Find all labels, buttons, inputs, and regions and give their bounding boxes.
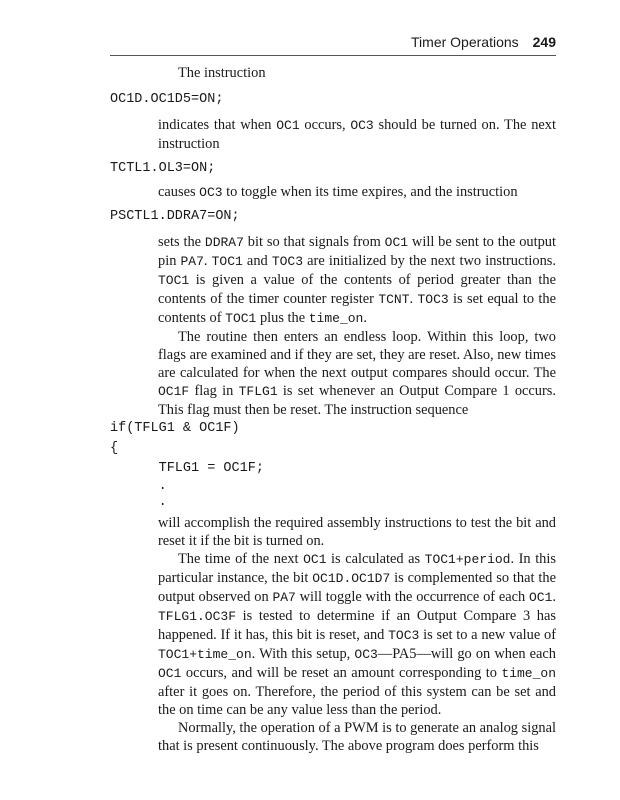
running-header	[110, 33, 556, 56]
inline-code: TOC3	[388, 628, 420, 643]
text-run: —PA5—will go on when each	[377, 646, 556, 662]
text-run: is set to a new value of	[419, 627, 556, 643]
text-run: .	[203, 253, 212, 269]
code-line-psctl1: PSCTL1.DDRA7=ON;	[110, 209, 240, 224]
inline-code: time_on	[308, 311, 364, 326]
section-title: Timer Operations	[411, 34, 519, 50]
inline-code: DDRA7	[204, 235, 244, 250]
inline-code: TOC1	[158, 273, 190, 288]
text-run: should be turned on. The next instruction	[158, 117, 556, 152]
inline-code: TFLG1.OC3F	[158, 609, 237, 624]
code-line: .	[110, 495, 167, 510]
text-run: .	[363, 310, 367, 326]
inline-code: OC3	[354, 647, 378, 662]
inline-code: OC1	[303, 552, 327, 567]
inline-code: PA7	[272, 590, 296, 605]
inline-code: OC1	[528, 590, 553, 605]
text-run: occurs, and will be reset an amount corresponding to	[181, 665, 502, 681]
text-run: will be sent to the output pin	[158, 234, 556, 269]
text-run: is calculated as	[326, 551, 425, 567]
text-run: is set equal to the contents of	[158, 291, 556, 326]
text-run: . In this particular instance, the bit	[158, 551, 556, 586]
text-run: The routine then enters an endless loop. Within this loop, two flags are examined and if they are set, they are reset. Also, new times are calculated for when the next output compares should occur. The	[158, 329, 556, 381]
text-run: are initialized by the next two instructions.	[303, 253, 556, 269]
text-run: The time of the next	[178, 551, 304, 567]
inline-code: TOC3	[271, 254, 304, 269]
text-run: after it goes on. Therefore, the period of this system can be set and the on time can be any value less than the period.	[158, 684, 556, 718]
text-run: .	[409, 291, 418, 307]
code-line: {	[110, 441, 119, 456]
paragraph	[158, 183, 556, 202]
paragraph	[158, 116, 556, 153]
paragraph	[158, 514, 556, 755]
code-line: TFLG1 = OC1F;	[110, 461, 264, 476]
text-run: and	[242, 253, 272, 269]
text-run: occurs,	[299, 117, 351, 133]
text-run: is complemented so that the output observed on	[158, 570, 556, 605]
paragraph	[158, 233, 556, 419]
inline-code: OC1	[158, 666, 182, 681]
inline-code: OC1	[276, 118, 300, 133]
text-run: . With this setup,	[251, 646, 355, 662]
text-run: indicates that when	[158, 117, 277, 133]
text-run: flag in	[189, 383, 239, 399]
inline-code: OC1	[384, 235, 409, 250]
text-run: bit so that signals from	[243, 234, 385, 250]
code-line: .	[110, 479, 167, 494]
inline-code: TOC1+period	[424, 552, 511, 567]
text-run: will toggle with the occurrence of each	[295, 589, 529, 605]
text-run: to toggle when its time expires, and the instruction	[222, 184, 518, 200]
inline-code: TOC1	[225, 311, 257, 326]
inline-code: time_on	[501, 666, 556, 681]
inline-code: PA7	[180, 254, 204, 269]
inline-code: TOC1	[211, 254, 243, 269]
inline-code: OC1F	[158, 384, 190, 399]
inline-code: TOC1+time_on	[158, 647, 252, 662]
text-run: Normally, the operation of a PWM is to generate an analog signal that is present continuously. The above program does perform this	[158, 720, 556, 754]
inline-code: TFLG1	[238, 384, 278, 399]
inline-code: OC3	[199, 185, 223, 200]
text-run: .	[552, 589, 556, 605]
text-run: is given a value of the contents of period greater than the contents of the timer counter register	[158, 272, 556, 307]
page-number: 249	[532, 34, 556, 50]
text-run: is tested to determine if an Output Compare 3 has happened. If it has, this bit is reset, and	[158, 608, 556, 643]
text-run: is set whenever an Output Compare 1 occurs. This flag must then be reset. The instruction sequence	[158, 383, 556, 418]
text-run: plus the	[256, 310, 309, 326]
inline-code: TCNT	[378, 292, 410, 307]
text-run: will accomplish the required assembly instructions to test the bit and reset it if the bit is turned on.	[158, 515, 556, 549]
text-run: causes	[158, 184, 200, 200]
code-line-oc1d: OC1D.OC1D5=ON;	[110, 92, 224, 107]
inline-code: OC1D.OC1D7	[312, 571, 391, 586]
text-run: sets the	[158, 234, 205, 250]
code-line-tctl1: TCTL1.OL3=ON;	[110, 161, 216, 176]
inline-code: TOC3	[417, 292, 449, 307]
code-line: if(TFLG1 & OC1F)	[110, 421, 240, 436]
inline-code: OC3	[350, 118, 374, 133]
intro-text: The instruction	[178, 65, 266, 81]
